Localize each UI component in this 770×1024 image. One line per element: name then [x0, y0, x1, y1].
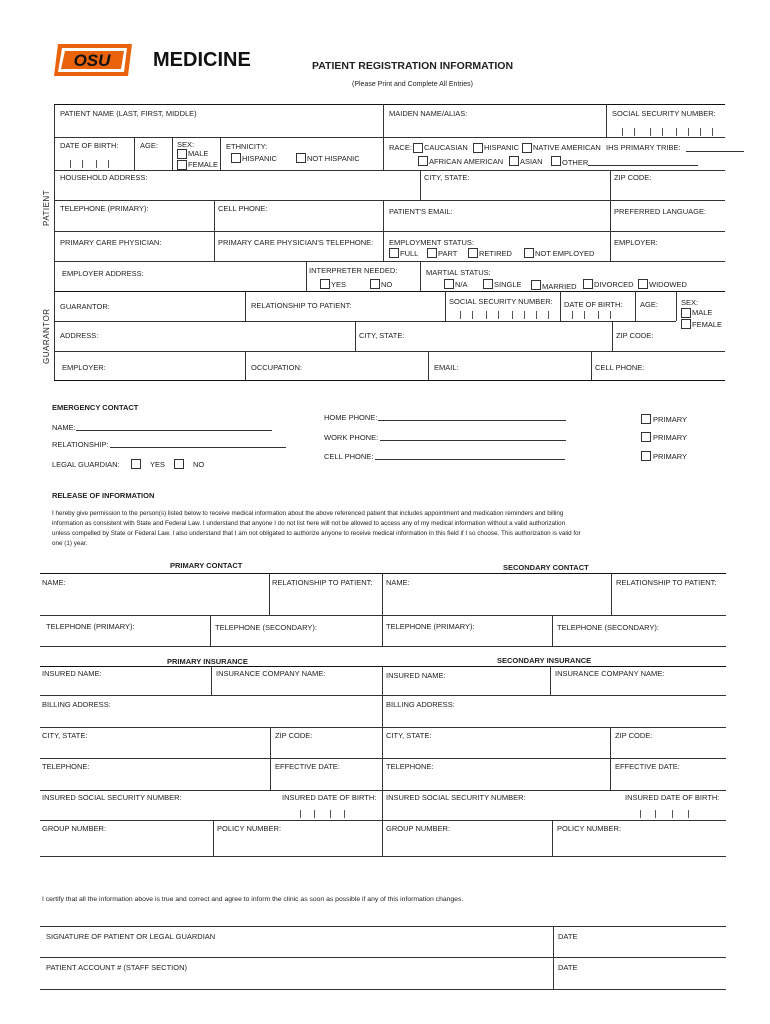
- form-rule-horizontal: [40, 758, 726, 759]
- home-phone-line[interactable]: [378, 420, 566, 421]
- secondary-policy-number-label: POLICY NUMBER:: [557, 824, 622, 833]
- guarantor-employer-label: EMPLOYER:: [62, 363, 106, 372]
- marital-divorced-label: DIVORCED: [594, 280, 634, 289]
- form-rule-horizontal: [40, 926, 726, 927]
- race-hispanic-label: HISPANIC: [484, 143, 519, 152]
- race-other-line[interactable]: [588, 165, 698, 166]
- preferred-language-label: PREFERRED LANGUAGE:: [614, 207, 707, 216]
- race-hispanic-checkbox[interactable]: [473, 143, 483, 153]
- guarantor-email-label: EMAIL:: [434, 363, 459, 372]
- digit-separator-tick: [634, 128, 635, 136]
- digit-separator-tick: [662, 128, 663, 136]
- form-rule-vertical: [606, 104, 607, 137]
- digit-separator-tick: [655, 810, 656, 818]
- release-line-2: information as consistent with State and Federal Law. I understand that anyone I do not list here will not be allowed to access any of my medical information without a valid authorization: [52, 520, 566, 527]
- form-rule-horizontal: [54, 380, 725, 381]
- cell-phone-label: CELL PHONE:: [324, 452, 374, 461]
- legal-guardian-label: LEGAL GUARDIAN:: [52, 460, 120, 469]
- secondary-effective-date-label: EFFECTIVE DATE:: [615, 762, 680, 771]
- form-rule-vertical: [211, 666, 212, 695]
- marital-married-checkbox[interactable]: [531, 280, 541, 290]
- digit-separator-tick: [650, 128, 651, 136]
- release-line-3: unless compelled by State or Federal Law. I also understand that I am not obligated to authorize anyone to receive medical information in this field if I so choose. This authorization is valid for: [52, 530, 581, 537]
- secondary-insured-dob-label: INSURED DATE OF BIRTH:: [625, 793, 720, 802]
- patient-dob-label: DATE OF BIRTH:: [60, 141, 119, 150]
- logo-text: OSU: [73, 51, 111, 70]
- guarantor-label: GUARANTOR:: [60, 302, 110, 311]
- interpreter-yes-checkbox[interactable]: [320, 279, 330, 289]
- form-rule-vertical: [552, 615, 553, 646]
- race-label: RACE:: [389, 143, 412, 152]
- form-rule-horizontal: [54, 291, 725, 292]
- form-rule-vertical: [214, 231, 215, 261]
- ihs-tribe-line[interactable]: [686, 151, 744, 152]
- home-primary-checkbox[interactable]: [641, 414, 651, 424]
- cell-primary-checkbox[interactable]: [641, 451, 651, 461]
- secondary-group-number-label: GROUP NUMBER:: [386, 824, 451, 833]
- employment-not-employed-label: NOT EMPLOYED: [535, 249, 595, 258]
- emergency-name-line[interactable]: [76, 430, 272, 431]
- digit-separator-tick: [688, 128, 689, 136]
- sex-female-checkbox[interactable]: [177, 160, 187, 170]
- digit-separator-tick: [512, 311, 513, 319]
- race-other-label: OTHER: [562, 158, 589, 167]
- race-caucasian-label: CAUCASIAN: [424, 143, 468, 152]
- form-rule-vertical: [382, 573, 383, 646]
- secondary-company-label: INSURANCE COMPANY NAME:: [555, 669, 665, 678]
- patient-telephone-label: TELEPHONE (PRIMARY):: [60, 204, 149, 213]
- legal-guardian-no-checkbox[interactable]: [174, 459, 184, 469]
- legal-guardian-yes-label: YES: [150, 460, 166, 469]
- form-rule-horizontal: [54, 231, 725, 232]
- form-rule-vertical: [214, 200, 215, 231]
- form-rule-vertical: [269, 573, 270, 615]
- form-rule-vertical: [134, 137, 135, 170]
- primary-insured-name-label: INSURED NAME:: [42, 669, 102, 678]
- form-rule-vertical: [210, 615, 211, 646]
- primary-effective-date-label: EFFECTIVE DATE:: [275, 762, 340, 771]
- form-subtitle: (Please Print and Complete All Entries): [352, 81, 473, 88]
- form-rule-horizontal: [40, 989, 726, 990]
- marital-widowed-checkbox[interactable]: [638, 279, 648, 289]
- guarantor-ssn-label: SOCIAL SECURITY NUMBER:: [449, 297, 553, 306]
- digit-separator-tick: [108, 160, 109, 168]
- digit-separator-tick: [536, 311, 537, 319]
- guarantor-male-checkbox[interactable]: [681, 308, 691, 318]
- patient-cell-label: CELL PHONE:: [218, 204, 268, 213]
- digit-separator-tick: [486, 311, 487, 319]
- digit-separator-tick: [70, 160, 71, 168]
- marital-widowed-label: WIDOWED: [649, 280, 687, 289]
- primary-insurance-heading: PRIMARY INSURANCE: [167, 657, 248, 666]
- interpreter-yes-label: YES: [331, 280, 347, 289]
- marital-single-checkbox[interactable]: [483, 279, 493, 289]
- patient-side-label: PATIENT: [42, 189, 51, 226]
- secondary-insured-name-label: INSURED NAME:: [386, 671, 446, 680]
- form-title: PATIENT REGISTRATION INFORMATION: [312, 60, 514, 72]
- form-rule-horizontal: [40, 957, 726, 958]
- primary-billing-address-label: BILLING ADDRESS:: [42, 700, 111, 709]
- digit-separator-tick: [96, 160, 97, 168]
- form-rule-horizontal: [54, 200, 725, 201]
- marital-divorced-checkbox[interactable]: [583, 279, 593, 289]
- employment-retired-checkbox[interactable]: [468, 248, 478, 258]
- secondary-contact-tel2-label: TELEPHONE (SECONDARY):: [557, 623, 659, 632]
- interpreter-no-label: NO: [381, 280, 393, 289]
- form-rule-horizontal: [40, 820, 726, 821]
- digit-separator-tick: [82, 160, 83, 168]
- work-phone-line[interactable]: [380, 440, 566, 441]
- release-heading: RELEASE OF INFORMATION: [52, 491, 155, 500]
- primary-company-label: INSURANCE COMPANY NAME:: [216, 669, 326, 678]
- race-native-american-checkbox[interactable]: [522, 143, 532, 153]
- form-rule-vertical: [172, 137, 173, 170]
- patient-employer-label: EMPLOYER:: [614, 238, 658, 247]
- digit-separator-tick: [472, 311, 473, 319]
- form-rule-vertical: [383, 200, 384, 231]
- race-african-american-checkbox[interactable]: [418, 156, 428, 166]
- guarantor-relationship-label: RELATIONSHIP TO PATIENT:: [251, 301, 352, 310]
- form-rule-vertical: [420, 170, 421, 200]
- form-rule-horizontal: [54, 170, 725, 171]
- account-date-label: DATE: [558, 963, 578, 972]
- form-rule-vertical: [54, 104, 55, 291]
- brand-name: MEDICINE: [153, 49, 251, 71]
- emergency-name-label: NAME:: [52, 423, 76, 432]
- guarantor-sex-label: SEX:: [681, 298, 699, 307]
- primary-group-number-label: GROUP NUMBER:: [42, 824, 107, 833]
- physician-tel-label: PRIMARY CARE PHYSICIAN'S TELEPHONE:: [218, 238, 374, 247]
- legal-guardian-yes-checkbox[interactable]: [131, 459, 141, 469]
- ethnicity-label: ETHNICITY:: [226, 142, 268, 151]
- ethnicity-hispanic-checkbox[interactable]: [231, 153, 241, 163]
- osu-logo: [52, 42, 136, 78]
- release-line-4: one (1) year.: [52, 540, 88, 547]
- form-rule-vertical: [591, 351, 592, 380]
- secondary-contact-tel1-label: TELEPHONE (PRIMARY):: [386, 622, 475, 631]
- form-rule-vertical: [445, 291, 446, 321]
- digit-separator-tick: [640, 810, 641, 818]
- form-rule-vertical: [612, 321, 613, 351]
- marital-married-label: MARRIED: [542, 282, 577, 291]
- work-phone-label: WORK PHONE:: [324, 433, 379, 442]
- emergency-relationship-line[interactable]: [110, 447, 286, 448]
- digit-separator-tick: [524, 311, 525, 319]
- digit-separator-tick: [344, 810, 345, 818]
- ihs-tribe-label: IHS PRIMARY TRIBE:: [606, 143, 681, 152]
- maiden-name-label: MAIDEN NAME/ALIAS:: [389, 109, 468, 118]
- form-rule-horizontal: [40, 615, 726, 616]
- form-rule-horizontal: [40, 695, 726, 696]
- digit-separator-tick: [572, 311, 573, 319]
- patient-ssn-label: SOCIAL SECURITY NUMBER:: [612, 109, 716, 118]
- home-primary-label: PRIMARY: [653, 415, 688, 424]
- race-caucasian-checkbox[interactable]: [413, 143, 423, 153]
- employment-full-checkbox[interactable]: [389, 248, 399, 258]
- interpreter-label: INTERPRETER NEEDED:: [309, 266, 398, 275]
- employment-part-label: PART: [438, 249, 458, 258]
- digit-separator-tick: [460, 311, 461, 319]
- form-rule-vertical: [420, 261, 421, 291]
- guarantor-city-state-label: CITY, STATE:: [359, 331, 405, 340]
- guarantor-cell-label: CELL PHONE:: [595, 363, 645, 372]
- form-rule-vertical: [213, 820, 214, 856]
- sex-male-checkbox[interactable]: [177, 149, 187, 159]
- primary-contact-heading: PRIMARY CONTACT: [170, 561, 243, 570]
- emergency-heading: EMERGENCY CONTACT: [52, 403, 139, 412]
- patient-email-label: PATIENT'S EMAIL:: [389, 207, 453, 216]
- form-rule-horizontal: [40, 790, 726, 791]
- primary-contact-tel1-label: TELEPHONE (PRIMARY):: [46, 622, 135, 631]
- digit-separator-tick: [498, 311, 499, 319]
- secondary-contact-name-label: NAME:: [386, 578, 410, 587]
- form-rule-vertical: [355, 321, 356, 351]
- form-rule-horizontal: [54, 321, 676, 322]
- patient-name-label: PATIENT NAME (LAST, FIRST, MIDDLE): [60, 109, 197, 118]
- primary-contact-tel2-label: TELEPHONE (SECONDARY):: [215, 623, 317, 632]
- secondary-contact-heading: SECONDARY CONTACT: [503, 563, 589, 572]
- form-rule-vertical: [383, 104, 384, 137]
- race-african-american-label: AFRICAN AMERICAN: [429, 157, 504, 166]
- legal-guardian-no-label: NO: [193, 460, 205, 469]
- cell-primary-label: PRIMARY: [653, 452, 688, 461]
- home-phone-label: HOME PHONE:: [324, 413, 378, 422]
- form-rule-vertical: [383, 137, 384, 170]
- form-rule-horizontal: [40, 666, 726, 667]
- sex-female-label: FEMALE: [188, 160, 219, 169]
- secondary-telephone-label: TELEPHONE:: [386, 762, 434, 771]
- digit-separator-tick: [314, 810, 315, 818]
- guarantor-dob-label: DATE OF BIRTH:: [564, 300, 623, 309]
- form-rule-horizontal: [40, 856, 726, 857]
- form-rule-horizontal: [54, 137, 725, 138]
- cell-phone-line[interactable]: [375, 459, 565, 460]
- secondary-insured-ssn-label: INSURED SOCIAL SECURITY NUMBER:: [386, 793, 526, 802]
- race-native-american-label: NATIVE AMERICAN: [533, 143, 601, 152]
- digit-separator-tick: [672, 810, 673, 818]
- form-rule-horizontal: [54, 351, 725, 352]
- form-rule-vertical: [306, 261, 307, 291]
- employer-address-label: EMPLOYER ADDRESS:: [62, 269, 144, 278]
- household-address-label: HOUSEHOLD ADDRESS:: [60, 173, 148, 182]
- guarantor-occupation-label: OCCUPATION:: [251, 363, 302, 372]
- digit-separator-tick: [700, 128, 701, 136]
- work-primary-label: PRIMARY: [653, 433, 688, 442]
- ethnicity-hispanic-label: HISPANIC: [242, 154, 277, 163]
- emergency-relationship-label: RELATIONSHIP:: [52, 440, 109, 449]
- form-rule-vertical: [552, 820, 553, 856]
- form-rule-vertical: [610, 231, 611, 261]
- form-rule-vertical: [54, 291, 55, 380]
- account-label: PATIENT ACCOUNT # (STAFF SECTION): [46, 963, 187, 972]
- ethnicity-not-hispanic-label: NOT HISPANIC: [307, 154, 360, 163]
- form-rule-horizontal: [54, 104, 725, 105]
- form-rule-vertical: [245, 351, 246, 380]
- guarantor-side-label: GUARANTOR: [42, 308, 51, 364]
- form-rule-horizontal: [40, 573, 726, 574]
- race-other-checkbox[interactable]: [551, 156, 561, 166]
- digit-separator-tick: [622, 128, 623, 136]
- digit-separator-tick: [676, 128, 677, 136]
- form-rule-vertical: [635, 291, 636, 321]
- physician-label: PRIMARY CARE PHYSICIAN:: [60, 238, 162, 247]
- work-primary-checkbox[interactable]: [641, 432, 651, 442]
- guarantor-age-label: AGE:: [640, 300, 658, 309]
- signature-label: SIGNATURE OF PATIENT OR LEGAL GUARDIAN: [46, 932, 216, 941]
- form-rule-horizontal: [40, 646, 726, 647]
- guarantor-female-checkbox[interactable]: [681, 319, 691, 329]
- secondary-contact-relationship-label: RELATIONSHIP TO PATIENT:: [616, 578, 717, 587]
- form-rule-vertical: [611, 573, 612, 615]
- primary-contact-relationship-label: RELATIONSHIP TO PATIENT:: [272, 578, 373, 587]
- release-line-1: I hereby give permission to the person(s) listed below to receive medical information about the above referenced patient that includes appointment and medication reminders and billing: [52, 510, 564, 517]
- patient-city-state-label: CITY, STATE:: [424, 173, 470, 182]
- marital-na-checkbox[interactable]: [444, 279, 454, 289]
- employment-full-label: FULL: [400, 249, 419, 258]
- employment-retired-label: RETIRED: [479, 249, 512, 258]
- employment-status-label: EMPLOYMENT STATUS:: [389, 238, 475, 247]
- race-asian-checkbox[interactable]: [509, 156, 519, 166]
- digit-separator-tick: [610, 311, 611, 319]
- guarantor-female-label: FEMALE: [692, 320, 723, 329]
- primary-policy-number-label: POLICY NUMBER:: [217, 824, 282, 833]
- patient-zip-label: ZIP CODE:: [614, 173, 652, 182]
- digit-separator-tick: [584, 311, 585, 319]
- digit-separator-tick: [548, 311, 549, 319]
- race-asian-label: ASIAN: [520, 157, 543, 166]
- primary-city-state-label: CITY, STATE:: [42, 731, 88, 740]
- secondary-city-state-label: CITY, STATE:: [386, 731, 432, 740]
- form-rule-vertical: [383, 231, 384, 261]
- form-rule-vertical: [245, 291, 246, 321]
- form-rule-vertical: [560, 291, 561, 321]
- employment-not-employed-checkbox[interactable]: [524, 248, 534, 258]
- ethnicity-not-hispanic-checkbox[interactable]: [296, 153, 306, 163]
- form-rule-vertical: [550, 666, 551, 695]
- secondary-zip-label: ZIP CODE:: [615, 731, 653, 740]
- digit-separator-tick: [330, 810, 331, 818]
- employment-part-checkbox[interactable]: [427, 248, 437, 258]
- digit-separator-tick: [712, 128, 713, 136]
- marital-status-label: MARTIAL STATUS:: [426, 268, 491, 277]
- primary-zip-label: ZIP CODE:: [275, 731, 313, 740]
- certify-statement: I certify that all the information above is true and correct and agree to inform the clinic as soon as possible if any of this information changes.: [42, 896, 464, 903]
- patient-age-label: AGE:: [140, 141, 158, 150]
- secondary-billing-address-label: BILLING ADDRESS:: [386, 700, 455, 709]
- sex-male-label: MALE: [188, 149, 209, 158]
- form-rule-horizontal: [40, 727, 726, 728]
- marital-na-label: N/A: [455, 280, 468, 289]
- secondary-insurance-heading: SECONDARY INSURANCE: [497, 656, 592, 665]
- form-rule-vertical: [676, 291, 677, 321]
- guarantor-zip-label: ZIP CODE:: [616, 331, 654, 340]
- digit-separator-tick: [688, 810, 689, 818]
- form-rule-vertical: [610, 170, 611, 200]
- form-rule-horizontal: [54, 261, 725, 262]
- marital-single-label: SINGLE: [494, 280, 522, 289]
- primary-telephone-label: TELEPHONE:: [42, 762, 90, 771]
- guarantor-address-label: ADDRESS:: [60, 331, 99, 340]
- form-rule-vertical: [428, 351, 429, 380]
- patient-sex-label: SEX:: [177, 140, 195, 149]
- form-rule-vertical: [220, 137, 221, 170]
- digit-separator-tick: [598, 311, 599, 319]
- primary-insured-ssn-label: INSURED SOCIAL SECURITY NUMBER:: [42, 793, 182, 802]
- digit-separator-tick: [300, 810, 301, 818]
- primary-contact-name-label: NAME:: [42, 578, 66, 587]
- guarantor-male-label: MALE: [692, 308, 713, 317]
- form-rule-vertical: [610, 200, 611, 231]
- interpreter-no-checkbox[interactable]: [370, 279, 380, 289]
- signature-date-label: DATE: [558, 932, 578, 941]
- primary-insured-dob-label: INSURED DATE OF BIRTH:: [282, 793, 377, 802]
